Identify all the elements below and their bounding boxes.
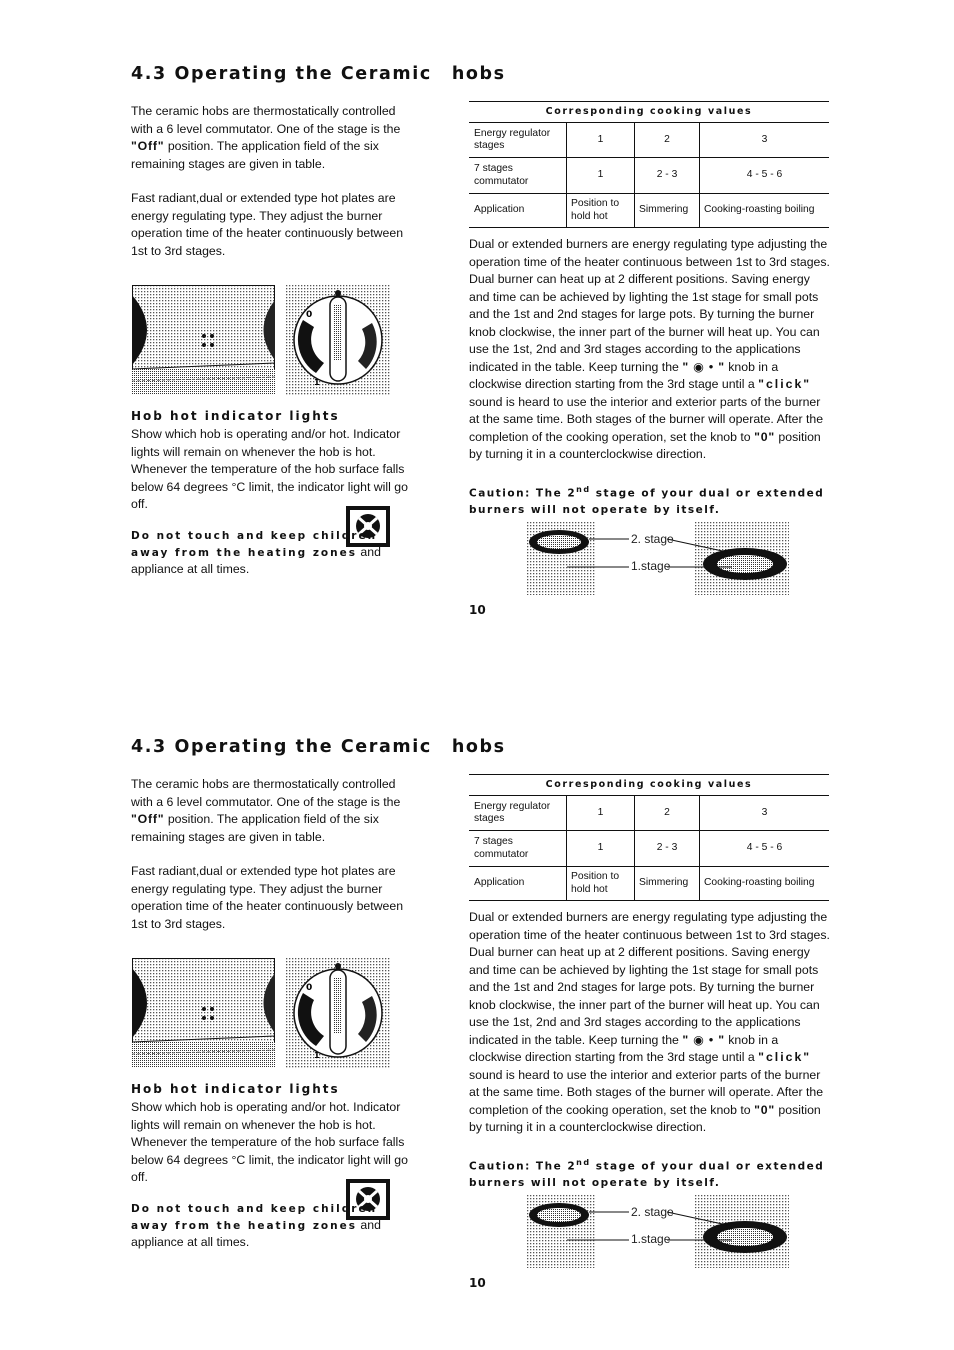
stage1-label: 1.stage — [631, 559, 671, 573]
hob-hot-text: Show which hob is operating and/or hot. Indicator lights will remain on whenever the hob is hot. Whenever the temperature of the hob surface falls below 64 degrees °C limit, the indicator light will go off. — [131, 1100, 408, 1184]
section-title: 4.3 Operating the Ceramic hobs — [131, 64, 506, 84]
table-caption: Corresponding cooking values — [469, 102, 829, 123]
knob-label-one: 1 — [314, 1051, 320, 1060]
dual-burner-stages-illustration — [527, 522, 789, 595]
hob-hot-heading: Hob hot indicator lights — [131, 1082, 340, 1096]
caution-text: Caution: The 2nd stage of your dual or extended burners will not operate by itself. — [469, 485, 825, 516]
intro-text: The ceramic hobs are thermostatically controlled with a 6 level commutator. One of the stage is the "Off" position. The application field of the six remaining stages are given in table. Fast radiant,dual or extended type hot plates are energy regulating type. They adjust the burner operation time of the heater continuously between 1st to 3rd stages. — [131, 104, 404, 258]
ceramic-hob-illustration — [132, 958, 275, 1068]
table-row: Energy regulator stages 1 2 3 — [469, 123, 829, 158]
page-number: 10 — [469, 1276, 486, 1290]
hob-hot-text: Show which hob is operating and/or hot. Indicator lights will remain on whenever the hob is hot. Whenever the temperature of the hob surface falls below 64 degrees °C limit, the indicator light will go off. — [131, 427, 408, 511]
table-caption: Corresponding cooking values — [469, 775, 829, 796]
stage2-label: 2. stage — [631, 1205, 674, 1219]
table-row: 7 stages commutator 1 2 - 3 4 - 5 - 6 — [469, 158, 829, 194]
manual-page — [0, 0, 954, 672]
dual-burner-text: Dual or extended burners are energy regulating type adjusting the operation time of the heater continuous between 1st to 3rd stages. Dual burner can heat up at 2 different positions. Saving energy and time can be achieved by lighting the 1st stage for small pots and the 1st and 2nd stages for large pots. By turning the burner knob clockwise, the inner part of the burner will heat up. You can use the 1st, 2nd and 3rd stages according to the applications indicated in the table. Keep turning the " ◉ • " knob in a clockwise direction starting from the 3rd stage until a "click" sound is heard to use the interior and exterior parts of the burner at the same time. Both stages of the burner will operate. After the completion of the cooking operation, set the knob to "0" position by turning it in a counterclockwise direction. — [469, 910, 830, 1134]
cooking-values-table — [469, 774, 829, 901]
manual-page — [0, 673, 954, 1345]
dual-burner-text: Dual or extended burners are energy regulating type adjusting the operation time of the heater continuous between 1st to 3rd stages. Dual burner can heat up at 2 different positions. Saving energy and time can be achieved by lighting the 1st stage for small pots and the 1st and 2nd stages for large pots. By turning the burner knob clockwise, the inner part of the burner will heat up. You can use the 1st, 2nd and 3rd stages according to the applications indicated in the table. Keep turning the " ◉ • " knob in a clockwise direction starting from the 3rd stage until a "click" sound is heard to use the interior and exterior parts of the burner at the same time. Both stages of the burner will operate. After the completion of the cooking operation, set the knob to "0" position by turning it in a counterclockwise direction. — [469, 237, 830, 461]
ceramic-hob-illustration — [132, 285, 275, 395]
warning-text: Do not touch and keep children away from the heating zones and appliance at all times. — [131, 530, 381, 576]
table-row: 7 stages commutator 1 2 - 3 4 - 5 - 6 — [469, 831, 829, 867]
cooking-values-table — [469, 101, 829, 228]
caution-text: Caution: The 2nd stage of your dual or extended burners will not operate by itself. — [469, 1158, 825, 1189]
stage2-label: 2. stage — [631, 532, 674, 546]
page-number: 10 — [469, 603, 486, 617]
stage1-label: 1.stage — [631, 1232, 671, 1246]
control-knob-illustration — [286, 285, 390, 395]
dual-burner-stages-illustration — [527, 1195, 789, 1268]
table-row: Energy regulator stages 1 2 3 — [469, 796, 829, 831]
knob-label-zero: 0 — [306, 983, 313, 993]
hob-hot-heading: Hob hot indicator lights — [131, 409, 340, 423]
table-row: Application Position to hold hot Simmering Cooking-roasting boiling — [469, 867, 829, 901]
warning-text: Do not touch and keep children away from the heating zones and appliance at all times. — [131, 1203, 381, 1249]
control-knob-illustration — [286, 958, 390, 1068]
intro-text: The ceramic hobs are thermostatically controlled with a 6 level commutator. One of the stage is the "Off" position. The application field of the six remaining stages are given in table. Fast radiant,dual or extended type hot plates are energy regulating type. They adjust the burner operation time of the heater continuously between 1st to 3rd stages. — [131, 777, 404, 931]
table-row: Application Position to hold hot Simmering Cooking-roasting boiling — [469, 194, 829, 228]
knob-label-zero: 0 — [306, 310, 313, 320]
knob-label-one: 1 — [314, 378, 320, 387]
section-title: 4.3 Operating the Ceramic hobs — [131, 737, 506, 757]
